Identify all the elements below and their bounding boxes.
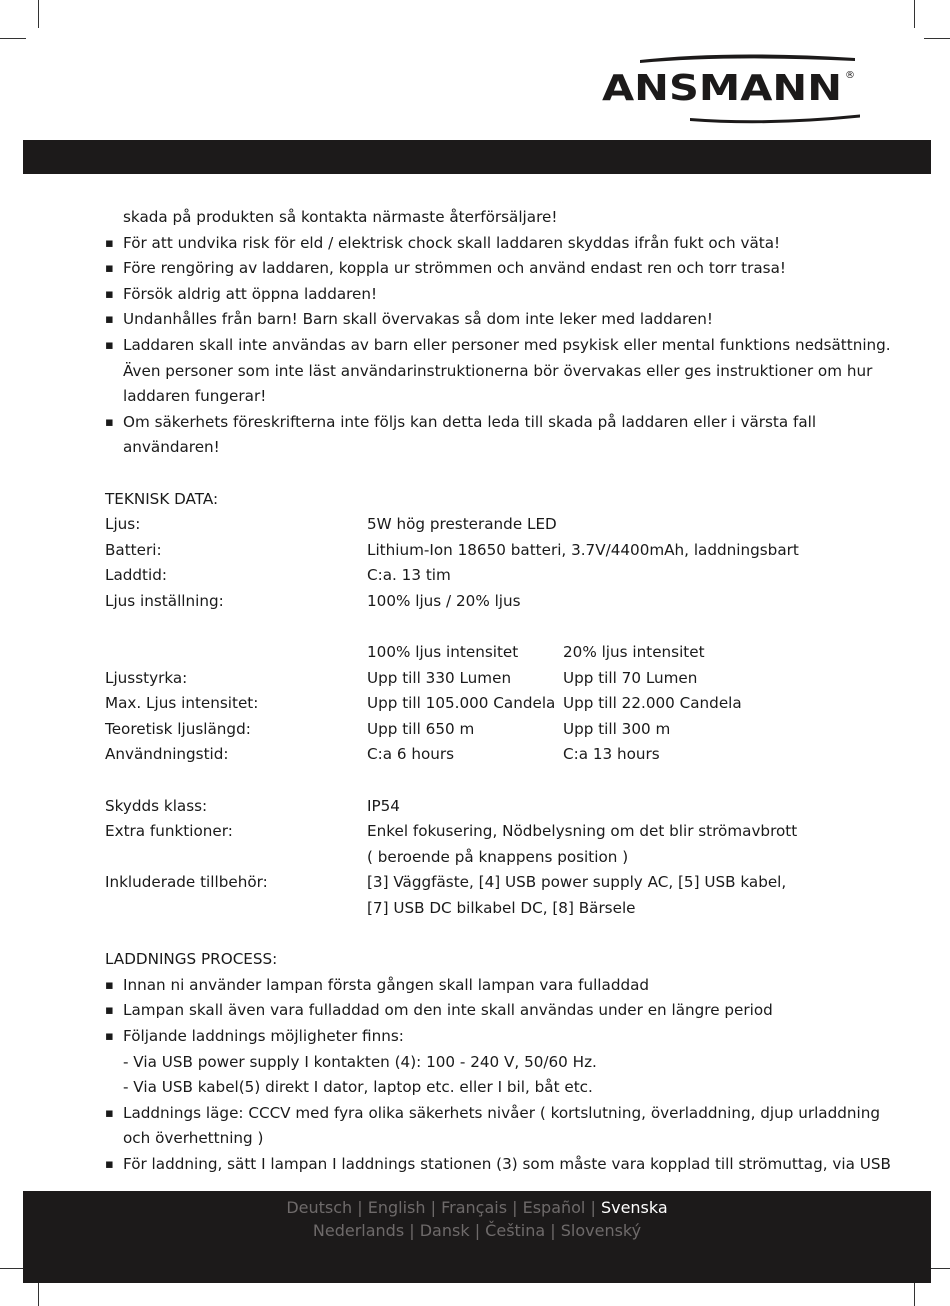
charging-bullet-line: ▪ Lampan skall även vara fulladdad om den inte skall användas under en längre period (105, 998, 850, 1024)
brand-logo-graphic (600, 52, 860, 124)
tech-label: Ljus inställning: (105, 591, 224, 610)
table-cell: Teoretisk ljuslängd: (105, 719, 251, 738)
charging-bullet-line: och överhettning ) (123, 1129, 264, 1148)
table-row (105, 742, 850, 768)
safety-bullet-line: laddaren fungerar! (123, 387, 267, 406)
table-cell: Upp till 70 Lumen (563, 668, 698, 687)
safety-bullet-line: ▪ För att undvika risk för eld / elektrisk chock skall laddaren skyddas ifrån fukt och väta! (105, 231, 850, 257)
extra-label: Skydds klass: (105, 796, 208, 815)
tech-value: Lithium-Ion 18650 batteri, 3.7V/4400mAh, laddningsbart (367, 540, 799, 559)
tech-label: Laddtid: (105, 566, 167, 585)
language-separator: | (469, 1221, 486, 1240)
extra-row (105, 794, 850, 820)
crop-mark (924, 38, 950, 39)
extra-row (105, 870, 850, 896)
table-row (105, 717, 850, 743)
tech-heading: TEKNISK DATA: (105, 489, 219, 508)
language-line-2 (23, 1219, 931, 1242)
language-separator: | (585, 1198, 601, 1217)
safety-bullet-line: ▪ Försök aldrig att öppna laddaren! (105, 282, 850, 308)
extra-spec-list (105, 794, 850, 922)
table-cell: Upp till 650 m (367, 719, 475, 738)
light-mode-table (105, 640, 850, 768)
table-row (105, 691, 850, 717)
intro-text (105, 205, 850, 231)
safety-bullet-line: ▪ Laddaren skall inte användas av barn eller personer med psykisk eller mental funktions nedsättning. (105, 333, 850, 359)
language-link-dansk[interactable]: Dansk (419, 1221, 470, 1240)
language-link-español[interactable]: Español (522, 1198, 586, 1217)
charging-bullet-line: ▪ Laddnings läge: CCCV med fyra olika säkerhets nivåer ( kortslutning, överladdning, djup urladdning (105, 1101, 850, 1127)
language-link-français[interactable]: Français (441, 1198, 508, 1217)
crop-mark (0, 38, 26, 39)
brand-name: ANSMANN (602, 68, 842, 109)
header-bar (23, 140, 931, 174)
extra-value: IP54 (367, 796, 400, 815)
crop-mark (914, 0, 915, 28)
language-link-deutsch[interactable]: Deutsch (286, 1198, 353, 1217)
language-link-slovenský[interactable]: Slovenský (560, 1221, 642, 1240)
safety-bullet-line: Även personer som inte läst användarinstruktionerna bör övervakas eller ges instruktioner om hur (123, 361, 873, 380)
tech-value: C:a. 13 tim (367, 566, 451, 585)
charging-sub-line: - Via USB power supply I kontakten (4): 100 - 240 V, 50/60 Hz. (123, 1052, 597, 1071)
table-cell: C:a 13 hours (563, 745, 660, 764)
registered-mark: ® (845, 70, 855, 81)
tech-row (105, 589, 850, 615)
table-cell: Användningstid: (105, 745, 229, 764)
extra-value: [3] Väggfäste, [4] USB power supply AC, [5] USB kabel, (367, 873, 787, 892)
tech-row (105, 538, 850, 564)
extra-value: Enkel fokusering, Nödbelysning om det blir strömavbrott (367, 822, 798, 841)
language-footer (23, 1191, 931, 1283)
tech-row (105, 512, 850, 538)
extra-row (105, 845, 850, 871)
language-separator: | (507, 1198, 523, 1217)
language-line-1 (23, 1196, 931, 1219)
language-link-english[interactable]: English (367, 1198, 426, 1217)
extra-label: Inkluderade tillbehör: (105, 873, 268, 892)
charging-bullet-line: ▪ Innan ni använder lampan första gången skall lampan vara fulladdad (105, 973, 850, 999)
charging-bullet-line: ▪ För laddning, sätt I lampan I laddnings stationen (3) som måste vara kopplad till strömuttag, via USB (105, 1152, 850, 1178)
charging-heading: LADDNINGS PROCESS: (105, 950, 278, 969)
language-separator: | (425, 1198, 442, 1217)
safety-list (105, 231, 891, 461)
tech-label: Ljus: (105, 515, 141, 534)
table-header-row (105, 640, 850, 666)
charging-bullet-line: ▪ Följande laddnings möjligheter finns: (105, 1024, 850, 1050)
table-header-cell: 100% ljus intensitet (367, 643, 519, 662)
tech-row (105, 563, 850, 589)
table-cell: Max. Ljus intensitet: (105, 694, 259, 713)
table-row (105, 666, 850, 692)
extra-value: [7] USB DC bilkabel DC, [8] Bärsele (367, 899, 636, 918)
intro-line: skada på produkten så kontakta närmaste återförsäljare! (123, 208, 558, 226)
crop-mark (38, 0, 39, 28)
language-separator: | (404, 1221, 420, 1240)
extra-row (105, 896, 850, 922)
tech-label: Batteri: (105, 540, 162, 559)
language-link-čeština[interactable]: Čeština (485, 1221, 546, 1240)
charging-list (105, 973, 891, 1178)
charging-sub-line: - Via USB kabel(5) direkt I dator, laptop etc. eller I bil, båt etc. (123, 1078, 593, 1097)
page-content (105, 205, 891, 1178)
table-header-cell: 20% ljus intensitet (563, 643, 705, 662)
tech-value: 100% ljus / 20% ljus (367, 591, 521, 610)
language-link-svenska[interactable]: Svenska (600, 1198, 668, 1217)
language-link-nederlands[interactable]: Nederlands (312, 1221, 405, 1240)
safety-bullet-line: ▪ Undanhålles från barn! Barn skall övervakas så dom inte leker med laddaren! (105, 307, 850, 333)
extra-label: Extra funktioner: (105, 822, 233, 841)
brand-logo (600, 52, 860, 124)
extra-row (105, 819, 850, 845)
table-cell: C:a 6 hours (367, 745, 455, 764)
tech-spec-list (105, 512, 850, 614)
tech-value: 5W hög presterande LED (367, 515, 557, 534)
table-cell: Upp till 300 m (563, 719, 671, 738)
language-separator: | (545, 1221, 561, 1240)
table-cell: Upp till 105.000 Candela (367, 694, 556, 713)
safety-bullet-line: användaren! (123, 438, 220, 457)
language-separator: | (352, 1198, 368, 1217)
table-cell: Ljusstyrka: (105, 668, 188, 687)
table-cell: Upp till 22.000 Candela (563, 694, 742, 713)
extra-value: ( beroende på knappens position ) (367, 847, 629, 866)
safety-bullet-line: ▪ Före rengöring av laddaren, koppla ur strömmen och använd endast ren och torr trasa! (105, 256, 850, 282)
safety-bullet-line: ▪ Om säkerhets föreskrifterna inte följs kan detta leda till skada på laddaren eller i värsta fall (105, 410, 850, 436)
table-cell: Upp till 330 Lumen (367, 668, 512, 687)
